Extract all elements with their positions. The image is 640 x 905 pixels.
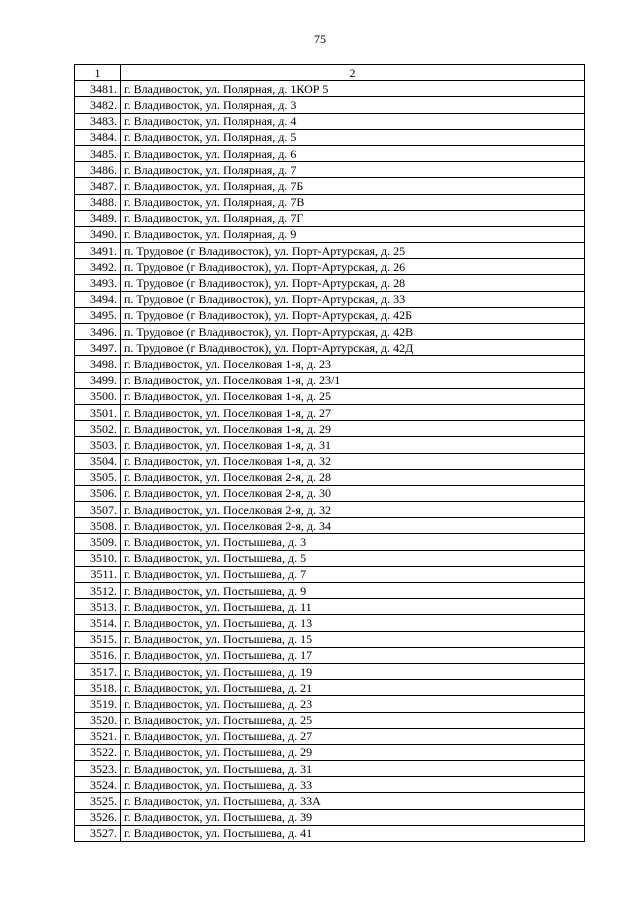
row-address: г. Владивосток, ул. Постышева, д. 19 — [121, 663, 585, 679]
table-row — [75, 275, 585, 291]
row-number: 3484. — [75, 129, 121, 145]
page-number: 75 — [314, 32, 326, 46]
table-row — [75, 113, 585, 129]
row-number: 3505. — [75, 469, 121, 485]
row-number: 3498. — [75, 356, 121, 372]
row-number: 3489. — [75, 210, 121, 226]
table-row — [75, 372, 585, 388]
table-body — [75, 81, 585, 842]
table-row — [75, 178, 585, 194]
row-number: 3481. — [75, 81, 121, 97]
row-number: 3517. — [75, 663, 121, 679]
row-address: п. Трудовое (г Владивосток), ул. Порт-Артурская, д. 42Б — [121, 307, 585, 323]
table-row — [75, 550, 585, 566]
table-row — [75, 599, 585, 615]
row-address: г. Владивосток, ул. Поселковая 1-я, д. 29 — [121, 421, 585, 437]
table-row — [75, 696, 585, 712]
row-address: г. Владивосток, ул. Постышева, д. 3 — [121, 534, 585, 550]
table-row — [75, 194, 585, 210]
table-row — [75, 777, 585, 793]
table-row — [75, 534, 585, 550]
row-number: 3510. — [75, 550, 121, 566]
row-address: п. Трудовое (г Владивосток), ул. Порт-Артурская, д. 26 — [121, 259, 585, 275]
row-address: г. Владивосток, ул. Полярная, д. 6 — [121, 145, 585, 161]
row-number: 3482. — [75, 97, 121, 113]
row-address: г. Владивосток, ул. Полярная, д. 7Б — [121, 178, 585, 194]
table-row — [75, 583, 585, 599]
row-address: г. Владивосток, ул. Постышева, д. 13 — [121, 615, 585, 631]
row-address: г. Владивосток, ул. Постышева, д. 33А — [121, 793, 585, 809]
table-row — [75, 243, 585, 259]
row-address: г. Владивосток, ул. Поселковая 1-я, д. 23 — [121, 356, 585, 372]
row-address: г. Владивосток, ул. Поселковая 1-я, д. 25 — [121, 388, 585, 404]
row-address: п. Трудовое (г Владивосток), ул. Порт-Артурская, д. 25 — [121, 243, 585, 259]
row-address: г. Владивосток, ул. Постышева, д. 5 — [121, 550, 585, 566]
table-row — [75, 793, 585, 809]
row-number: 3527. — [75, 825, 121, 841]
row-address: г. Владивосток, ул. Постышева, д. 17 — [121, 647, 585, 663]
row-address: г. Владивосток, ул. Постышева, д. 9 — [121, 583, 585, 599]
table-row — [75, 566, 585, 582]
column-header-number: 1 — [75, 65, 121, 81]
row-address: г. Владивосток, ул. Постышева, д. 39 — [121, 809, 585, 825]
row-address: г. Владивосток, ул. Постышева, д. 21 — [121, 680, 585, 696]
table-row — [75, 680, 585, 696]
row-address: г. Владивосток, ул. Постышева, д. 23 — [121, 696, 585, 712]
row-address: п. Трудовое (г Владивосток), ул. Порт-Артурская, д. 42В — [121, 324, 585, 340]
row-number: 3483. — [75, 113, 121, 129]
row-number: 3525. — [75, 793, 121, 809]
row-number: 3514. — [75, 615, 121, 631]
row-number: 3497. — [75, 340, 121, 356]
table-row — [75, 162, 585, 178]
row-address: г. Владивосток, ул. Поселковая 1-я, д. 31 — [121, 437, 585, 453]
row-address: г. Владивосток, ул. Постышева, д. 25 — [121, 712, 585, 728]
row-number: 3516. — [75, 647, 121, 663]
table-row — [75, 761, 585, 777]
row-number: 3500. — [75, 388, 121, 404]
row-number: 3524. — [75, 777, 121, 793]
table-row — [75, 356, 585, 372]
row-address: г. Владивосток, ул. Постышева, д. 7 — [121, 566, 585, 582]
table-row — [75, 388, 585, 404]
table-row — [75, 81, 585, 97]
row-number: 3502. — [75, 421, 121, 437]
table-row — [75, 631, 585, 647]
table-row — [75, 712, 585, 728]
row-number: 3522. — [75, 744, 121, 760]
table-row — [75, 340, 585, 356]
table-row — [75, 259, 585, 275]
row-address: г. Владивосток, ул. Поселковая 2-я, д. 30 — [121, 485, 585, 501]
row-number: 3501. — [75, 404, 121, 420]
row-address: г. Владивосток, ул. Полярная, д. 7В — [121, 194, 585, 210]
row-address: г. Владивосток, ул. Полярная, д. 7 — [121, 162, 585, 178]
row-number: 3503. — [75, 437, 121, 453]
row-number: 3493. — [75, 275, 121, 291]
row-address: г. Владивосток, ул. Поселковая 1-я, д. 23/1 — [121, 372, 585, 388]
table-row — [75, 324, 585, 340]
row-number: 3521. — [75, 728, 121, 744]
row-address: г. Владивосток, ул. Постышева, д. 15 — [121, 631, 585, 647]
row-number: 3508. — [75, 518, 121, 534]
table-row — [75, 97, 585, 113]
row-number: 3496. — [75, 324, 121, 340]
row-number: 3490. — [75, 226, 121, 242]
column-header-address: 2 — [121, 65, 585, 81]
row-address: г. Владивосток, ул. Полярная, д. 3 — [121, 97, 585, 113]
table-row — [75, 291, 585, 307]
table-row — [75, 615, 585, 631]
row-address: г. Владивосток, ул. Полярная, д. 4 — [121, 113, 585, 129]
table-row — [75, 437, 585, 453]
row-address: г. Владивосток, ул. Поселковая 1-я, д. 32 — [121, 453, 585, 469]
row-address: г. Владивосток, ул. Постышева, д. 41 — [121, 825, 585, 841]
row-number: 3523. — [75, 761, 121, 777]
table-row — [75, 647, 585, 663]
row-address: г. Владивосток, ул. Полярная, д. 5 — [121, 129, 585, 145]
row-address: п. Трудовое (г Владивосток), ул. Порт-Артурская, д. 42Д — [121, 340, 585, 356]
row-number: 3488. — [75, 194, 121, 210]
table-row — [75, 307, 585, 323]
table-row — [75, 421, 585, 437]
row-address: п. Трудовое (г Владивосток), ул. Порт-Артурская, д. 28 — [121, 275, 585, 291]
row-address: г. Владивосток, ул. Полярная, д. 1КОР 5 — [121, 81, 585, 97]
row-number: 3515. — [75, 631, 121, 647]
row-number: 3487. — [75, 178, 121, 194]
row-number: 3511. — [75, 566, 121, 582]
row-address: г. Владивосток, ул. Поселковая 2-я, д. 34 — [121, 518, 585, 534]
row-address: г. Владивосток, ул. Поселковая 2-я, д. 32 — [121, 502, 585, 518]
row-address: г. Владивосток, ул. Постышева, д. 31 — [121, 761, 585, 777]
table-row — [75, 728, 585, 744]
row-number: 3485. — [75, 145, 121, 161]
row-address: г. Владивосток, ул. Постышева, д. 27 — [121, 728, 585, 744]
row-number: 3495. — [75, 307, 121, 323]
table-row — [75, 469, 585, 485]
row-address: г. Владивосток, ул. Постышева, д. 11 — [121, 599, 585, 615]
address-table — [74, 64, 585, 842]
row-number: 3486. — [75, 162, 121, 178]
row-number: 3494. — [75, 291, 121, 307]
table-row — [75, 744, 585, 760]
row-address: г. Владивосток, ул. Полярная, д. 9 — [121, 226, 585, 242]
table-row — [75, 210, 585, 226]
row-number: 3513. — [75, 599, 121, 615]
table-row — [75, 518, 585, 534]
table-row — [75, 825, 585, 841]
row-address: г. Владивосток, ул. Постышева, д. 29 — [121, 744, 585, 760]
table-row — [75, 485, 585, 501]
row-number: 3518. — [75, 680, 121, 696]
table-row — [75, 502, 585, 518]
row-address: г. Владивосток, ул. Поселковая 2-я, д. 28 — [121, 469, 585, 485]
row-number: 3492. — [75, 259, 121, 275]
table-row — [75, 226, 585, 242]
row-number: 3509. — [75, 534, 121, 550]
row-number: 3507. — [75, 502, 121, 518]
row-number: 3491. — [75, 243, 121, 259]
table-row — [75, 145, 585, 161]
row-number: 3526. — [75, 809, 121, 825]
row-address: п. Трудовое (г Владивосток), ул. Порт-Артурская, д. 33 — [121, 291, 585, 307]
table-row — [75, 809, 585, 825]
table-row — [75, 663, 585, 679]
table-row — [75, 404, 585, 420]
row-number: 3499. — [75, 372, 121, 388]
row-number: 3504. — [75, 453, 121, 469]
row-number: 3506. — [75, 485, 121, 501]
table-row — [75, 453, 585, 469]
table-row — [75, 129, 585, 145]
row-number: 3519. — [75, 696, 121, 712]
row-number: 3512. — [75, 583, 121, 599]
row-address: г. Владивосток, ул. Постышева, д. 33 — [121, 777, 585, 793]
row-address: г. Владивосток, ул. Полярная, д. 7Г — [121, 210, 585, 226]
row-number: 3520. — [75, 712, 121, 728]
row-address: г. Владивосток, ул. Поселковая 1-я, д. 27 — [121, 404, 585, 420]
table-header-row — [75, 65, 585, 81]
